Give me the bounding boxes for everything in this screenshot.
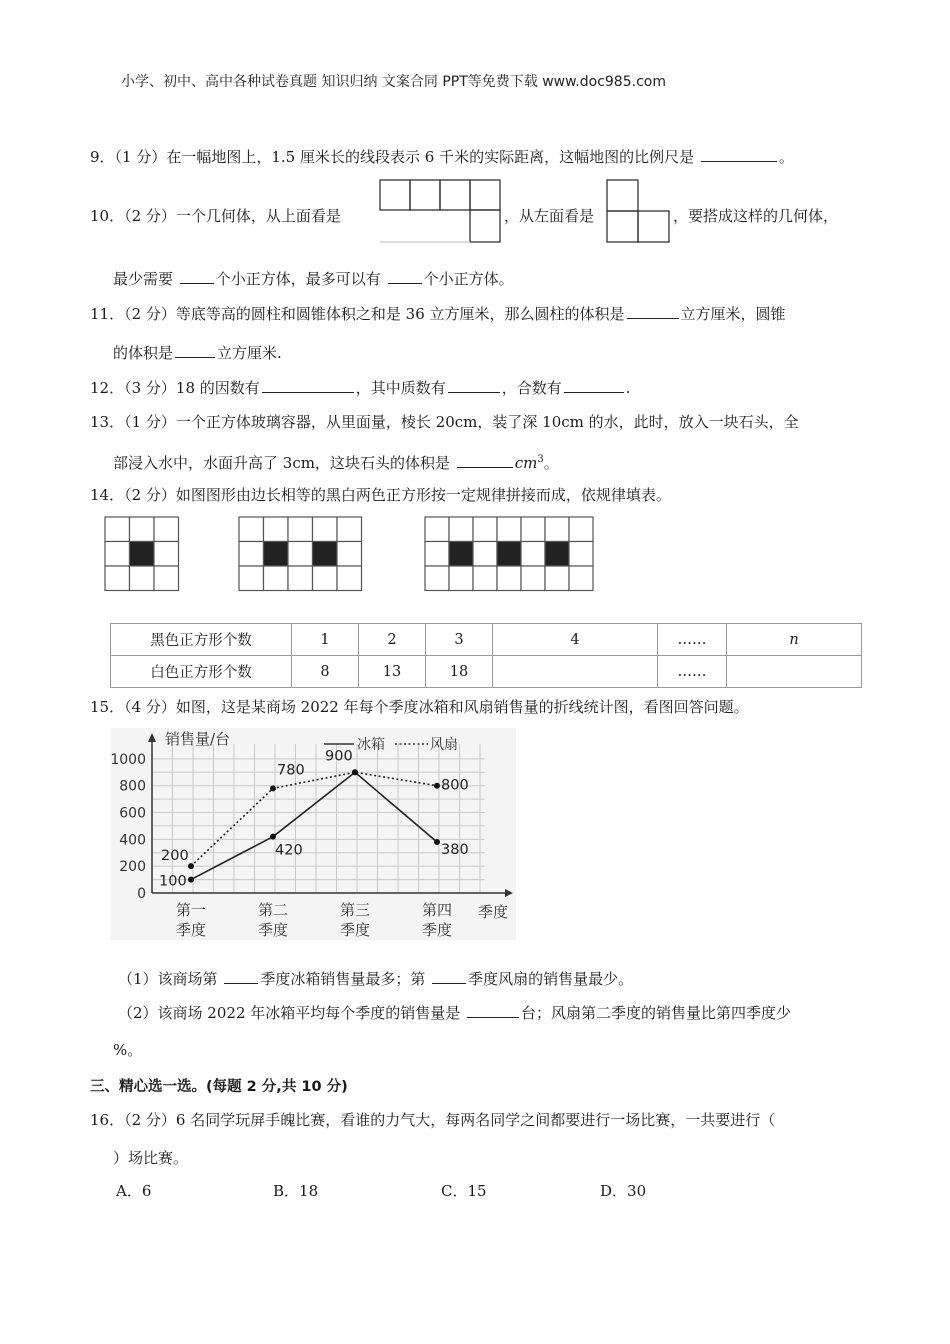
data-point xyxy=(434,839,440,845)
option-a[interactable]: A．6 xyxy=(116,1182,152,1200)
page-header: 小学、初中、高中各种试卷真题 知识归纳 文案合同 PPT等免费下载 www.doc985.com xyxy=(121,74,666,90)
answer-cell[interactable] xyxy=(727,656,862,688)
x-tick-label: 第二 xyxy=(257,901,289,919)
answer-blank[interactable] xyxy=(457,452,513,468)
data-point xyxy=(270,785,276,791)
answer-blank[interactable] xyxy=(564,377,624,393)
answer-blank[interactable] xyxy=(432,968,466,984)
question-13: 13．（1 分）一个正方体玻璃容器，从里面量，棱长 20cm，装了深 10cm 的水，此时，放入一块石头，全 xyxy=(90,413,799,431)
question-13-line2: 部浸入水中，水面升高了 3cm，这块石头的体积是 $cm^3$。 xyxy=(113,454,559,472)
question-15: 15．（4 分）如图，这是某商场 2022 年每个季度冰箱和风扇销售量的折线统计图，看图回答问题。 xyxy=(90,698,749,716)
answer-blank[interactable] xyxy=(388,268,422,284)
table-row: 黑色正方形个数 1 2 3 4 …… n xyxy=(111,624,862,656)
answer-blank[interactable] xyxy=(627,303,679,319)
answer-blank[interactable] xyxy=(448,377,500,393)
legend-label: 冰箱 xyxy=(357,737,385,753)
question-10: 10．（2 分）一个几何体，从上面看是 xyxy=(90,207,341,225)
data-point xyxy=(188,877,194,883)
option-c[interactable]: C．15 xyxy=(441,1182,487,1200)
question-9: 9．（1 分）在一幅地图上，1.5 厘米长的线段表示 6 千米的实际距离，这幅地图的比例尺是 。 xyxy=(90,148,794,166)
legend-label: 风扇 xyxy=(430,737,458,753)
question-15-sub1: （1）该商场第 季度冰箱销售量最多；第 季度风扇的销售量最少。 xyxy=(118,970,634,988)
question-10-line2: 最少需要 个小正方体，最多可以有 个小正方体。 xyxy=(113,270,514,288)
option-b[interactable]: B．18 xyxy=(273,1182,319,1200)
data-point xyxy=(434,783,440,789)
data-label: 200 xyxy=(161,848,189,865)
data-point xyxy=(188,863,194,869)
question-15-sub2: （2）该商场 2022 年冰箱平均每个季度的销售量是 台；风扇第二季度的销售量比第四季度少 xyxy=(118,1004,792,1022)
x-tick-label: 第四 xyxy=(421,901,453,919)
answer-blank[interactable] xyxy=(180,268,214,284)
x-tick-label: 第一 xyxy=(175,901,207,919)
answer-blank[interactable] xyxy=(467,1002,519,1018)
question-number: 9． xyxy=(90,148,115,166)
question-14: 14．（2 分）如图图形由边长相等的黑白两色正方形按一定规律拼接而成，依规律填表。 xyxy=(90,486,671,504)
answer-cell[interactable] xyxy=(493,656,658,688)
y-tick-label: 400 xyxy=(119,832,146,849)
pattern-figure-2 xyxy=(238,516,364,592)
data-label: 420 xyxy=(275,842,303,859)
table-row: 白色正方形个数 8 13 18 …… xyxy=(111,656,862,688)
question-12: 12．（3 分）18 的因数有 ，其中质数有 ，合数有 . xyxy=(90,379,631,397)
data-label: 380 xyxy=(441,842,469,859)
data-point xyxy=(270,834,276,840)
line-chart-svg xyxy=(110,728,516,940)
answer-blank[interactable] xyxy=(224,968,258,984)
x-tick-label: 季度 xyxy=(339,921,371,939)
data-point xyxy=(352,769,358,775)
top-view-figure xyxy=(378,178,503,244)
answer-blank[interactable] xyxy=(175,342,215,358)
y-tick-label: 800 xyxy=(119,778,146,795)
option-d[interactable]: D．30 xyxy=(600,1182,647,1200)
answer-blank[interactable] xyxy=(262,377,354,393)
data-label: 100 xyxy=(159,873,187,890)
left-view-figure xyxy=(605,178,671,244)
x-tick-label: 季度 xyxy=(175,921,207,939)
question-score: （1 分） xyxy=(114,148,167,166)
y-tick-label: 200 xyxy=(119,859,146,876)
pattern-figure-3 xyxy=(424,516,596,592)
x-tick-label: 第三 xyxy=(339,901,371,919)
question-11: 11．（2 分）等底等高的圆柱和圆锥体积之和是 36 立方厘米，那么圆柱的体积是 立方厘米，圆锥 xyxy=(90,305,786,323)
section-title: 三、精心选一选。(每题 2 分,共 10 分) xyxy=(90,1079,348,1095)
y-tick-label: 1000 xyxy=(110,751,146,768)
question-16: 16．（2 分）6 名同学玩屏手魄比赛，看谁的力气大，每两名同学之间都要进行一场比赛，一共要进行（ xyxy=(90,1111,776,1129)
data-label: 780 xyxy=(277,762,305,779)
pattern-table xyxy=(110,623,862,688)
y-tick-label: 0 xyxy=(137,886,146,902)
pattern-figure-1 xyxy=(104,516,180,592)
data-label: 800 xyxy=(441,777,469,794)
x-tick-label: 季度 xyxy=(257,921,289,939)
question-11-line2: 的体积是 立方厘米. xyxy=(113,344,282,362)
y-tick-label: 600 xyxy=(119,805,146,822)
x-axis-label: 季度 xyxy=(478,903,509,921)
x-tick-label: 季度 xyxy=(421,921,453,939)
y-axis-label: 销售量/台 xyxy=(165,730,231,748)
data-label: 900 xyxy=(325,748,353,765)
answer-blank[interactable] xyxy=(701,146,777,162)
question-text: 在一幅地图上，1.5 厘米长的线段表示 6 千米的实际距离，这幅地图的比例尺是 xyxy=(166,148,695,166)
line-chart xyxy=(110,728,516,944)
